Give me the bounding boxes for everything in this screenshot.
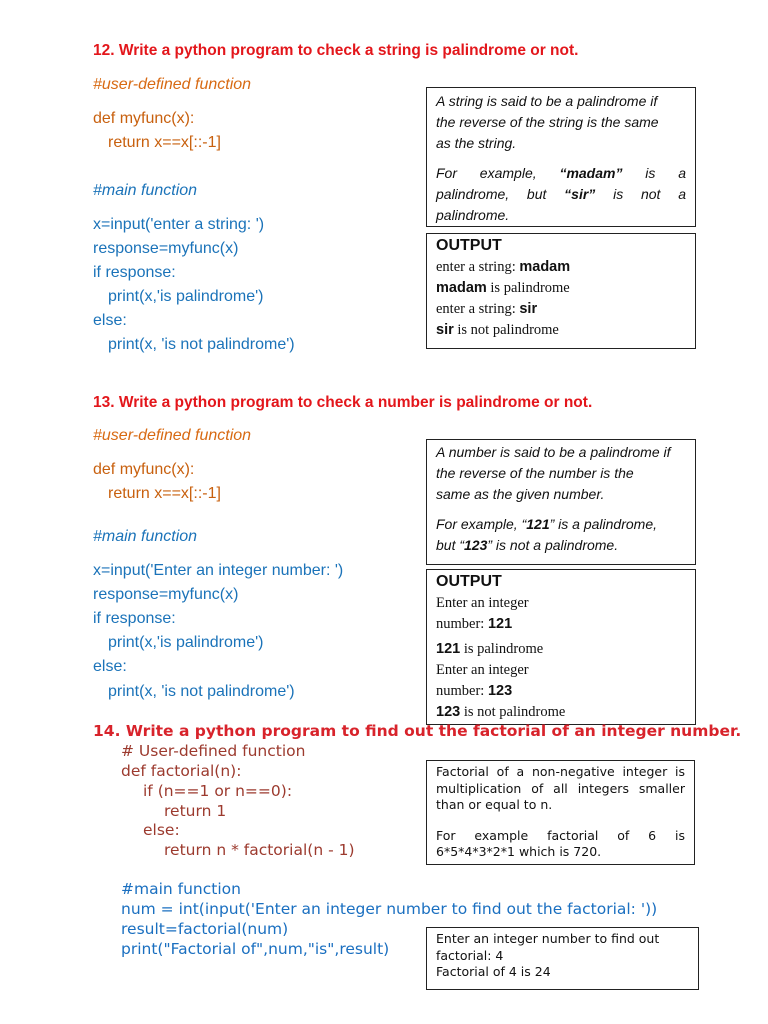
q14-return-1: return 1 (164, 802, 227, 820)
q13-output-heading: OUTPUT (436, 573, 502, 590)
q14-code-line: result=factorial(num) (121, 920, 289, 938)
q13-output-line: Enter an integer (436, 662, 529, 678)
q14-output-box (426, 927, 699, 990)
q13-code-line: response=myfunc(x) (93, 586, 239, 603)
q13-code-line: else: (93, 658, 127, 675)
q12-info-example: palindrome. (436, 207, 510, 223)
q13-output-line: number: 123 (436, 683, 513, 699)
q12-code-line: response=myfunc(x) (93, 240, 239, 257)
q13-output-line: 121 is palindrome (436, 641, 544, 657)
q13-output-line: number: 121 (436, 616, 513, 632)
q12-info-box (426, 87, 696, 227)
q13-info-example: For example, “121” is a palindrome, (436, 516, 657, 532)
q12-info-line: as the string. (436, 135, 517, 151)
q14-else-line: else: (143, 821, 180, 839)
q13-comment-main: #main function (93, 528, 198, 545)
q14-info-box (426, 760, 695, 865)
q14-return-2: return n * factorial(n - 1) (164, 841, 355, 859)
q14-def-line: def factorial(n): (121, 762, 242, 780)
q14-comment-udf: # User-defined function (121, 742, 306, 760)
q14-code-line: print("Factorial of",num,"is",result) (121, 940, 390, 958)
q12-info-line: A string is said to be a palindrome if (436, 93, 658, 109)
q13-info-box (426, 439, 696, 565)
q12-return-line: return x==x[::-1] (108, 134, 221, 151)
q13-info-line: same as the given number. (436, 486, 605, 502)
q13-info-line: the reverse of the number is the (436, 465, 634, 481)
q14-info-line: than or equal to n. (436, 797, 553, 812)
q12-output-box (426, 233, 696, 349)
q12-output-line: enter a string: madam (436, 259, 571, 275)
q14-output-line: Factorial of 4 is 24 (436, 964, 551, 979)
q13-output-box (426, 569, 696, 725)
q12-output-heading: OUTPUT (436, 237, 502, 254)
q12-output-line: madam is palindrome (436, 280, 570, 296)
q14-output-line: factorial: 4 (436, 947, 504, 963)
q12-code-line: print(x, 'is not palindrome') (108, 336, 295, 353)
q12-info-line: the reverse of the string is the same (436, 114, 659, 130)
q14-info-line: multiplication of all integers smaller (436, 780, 685, 796)
q12-output-line: enter a string: sir (436, 301, 538, 317)
q12-output-line: sir is not palindrome (436, 322, 559, 338)
q14-output-line: Enter an integer number to find out (436, 931, 660, 946)
q13-comment-udf: #user-defined function (93, 427, 252, 444)
q14-comment-main: #main function (121, 880, 241, 898)
q13-return-line: return x==x[::-1] (108, 485, 221, 502)
q13-code-line: x=input('Enter an integer number: ') (93, 562, 344, 579)
q12-comment-udf: #user-defined function (93, 76, 252, 93)
q13-output-line: 123 is not palindrome (436, 704, 566, 720)
q14-title: 14. Write a python program to find out the factorial of an integer number. (93, 722, 742, 740)
q13-def-line: def myfunc(x): (93, 461, 195, 478)
q12-code-line: else: (93, 312, 127, 329)
q12-code-line: if response: (93, 264, 176, 281)
q13-info-line: A number is said to be a palindrome if (436, 444, 671, 460)
q14-info-line: For example factorial of 6 is (436, 827, 685, 843)
q14-if-line: if (n==1 or n==0): (143, 782, 293, 800)
q12-code-line: print(x,'is palindrome') (108, 288, 264, 305)
q13-code-line: print(x,'is palindrome') (108, 634, 264, 651)
q12-info-example: For example, “madam” is a (436, 165, 686, 181)
q12-comment-main: #main function (93, 182, 198, 199)
q13-info-example: but “123” is not a palindrome. (436, 537, 619, 553)
q13-code-line: print(x, 'is not palindrome') (108, 683, 295, 700)
q12-title: 12. Write a python program to check a string is palindrome or not. (93, 42, 579, 59)
q12-code-line: x=input('enter a string: ') (93, 216, 265, 233)
q12-info-example: palindrome, but “sir” is not a (436, 186, 686, 202)
q14-info-line: 6*5*4*3*2*1 which is 720. (436, 844, 602, 859)
q12-def-line: def myfunc(x): (93, 110, 195, 127)
q14-code-line: num = int(input('Enter an integer number to find out the factorial: ')) (121, 900, 658, 918)
q13-output-line: Enter an integer (436, 595, 529, 611)
q14-info-line: Factorial of a non-negative integer is (436, 764, 685, 779)
q13-code-line: if response: (93, 610, 176, 627)
q13-title: 13. Write a python program to check a number is palindrome or not. (93, 394, 593, 411)
